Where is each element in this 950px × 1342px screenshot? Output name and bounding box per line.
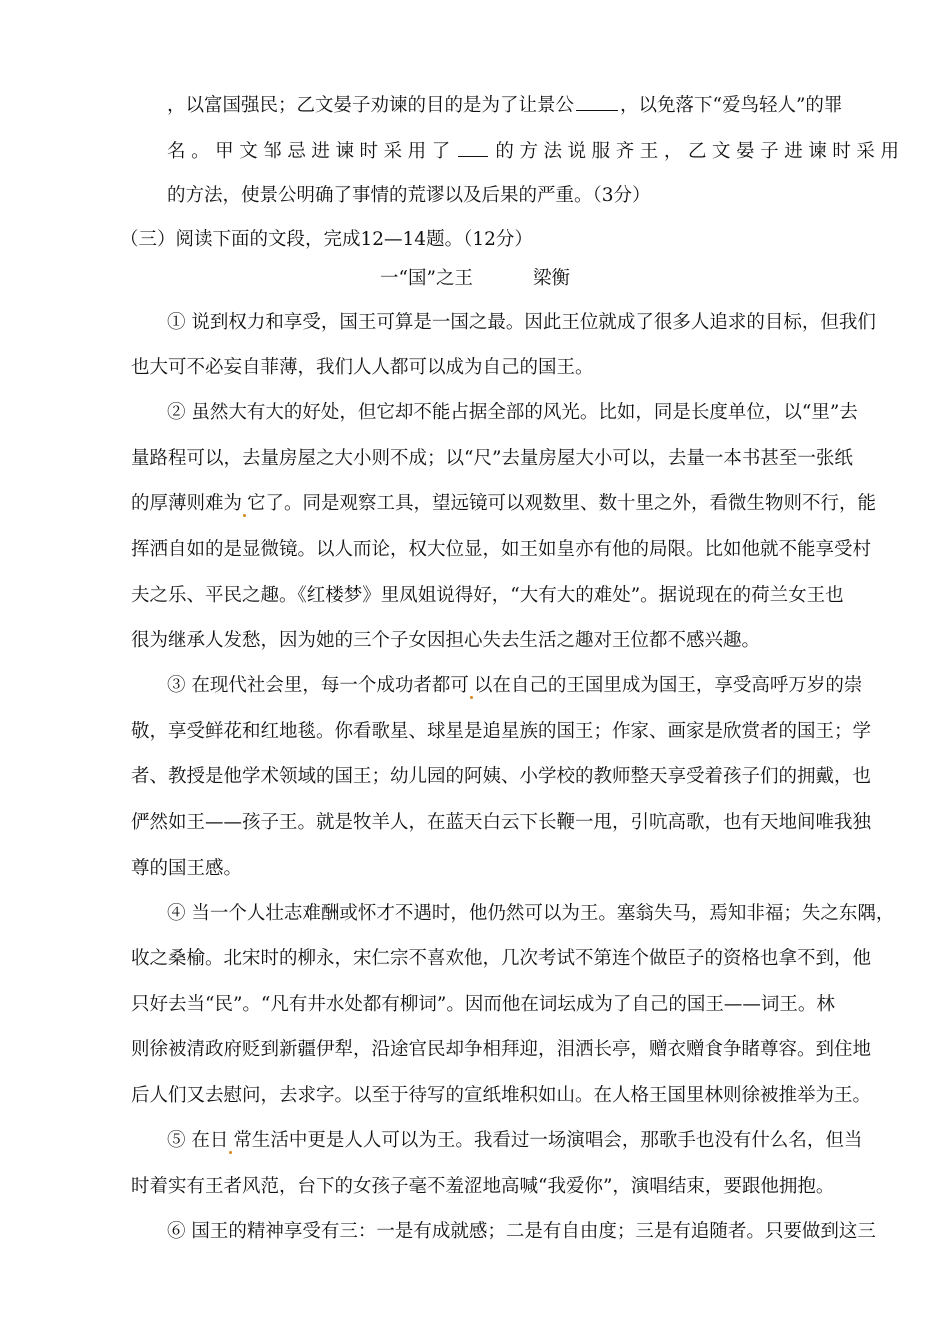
paragraph-line: 敬，享受鲜花和红地毯。你看歌星、球星是追星族的国王；作家、画家是欣赏者的国王；学 bbox=[131, 721, 872, 742]
paragraph-line: 俨然如王——孩子王。就是牧羊人，在蓝天白云下长鞭一甩，引吭高歌，也有天地间唯我独 bbox=[131, 812, 872, 833]
dot-mark bbox=[229, 1151, 232, 1154]
question-line-2 bbox=[167, 138, 899, 165]
paragraph-line: ① 说到权力和享受，国王可算是一国之最。因此王位就成了很多人追求的目标，但我们 bbox=[167, 312, 876, 333]
question-text: ，以免落下“爱鸟轻人”的罪 bbox=[620, 95, 843, 116]
paragraph-text: ⑤ 在日 bbox=[167, 1130, 229, 1151]
paragraph-line: 后人们又去慰问，去求字。以至于待写的宣纸堆积如山。在人格王国里林则徐被推举为王。 bbox=[131, 1085, 872, 1106]
paragraph-line: 尊的国王感。 bbox=[131, 858, 243, 879]
paragraph-text: 常生活中更是人人可以为王。我看过一场演唱会，那歌手也没有什么名，但当 bbox=[233, 1130, 863, 1151]
article-author: 梁衡 bbox=[532, 268, 570, 289]
paragraph-line: 夫之乐、平民之趣。《红楼梦》里凤姐说得好，“大有大的难处”。据说现在的荷兰女王也 bbox=[131, 585, 844, 606]
paragraph-line: 很为继承人发愁，因为她的三个子女因担心失去生活之趣对王位都不感兴趣。 bbox=[131, 630, 761, 651]
paragraph-line bbox=[167, 673, 899, 699]
article-title-row bbox=[0, 266, 950, 292]
paragraph-line: ④ 当一个人壮志难酬或怀才不遇时，他仍然可以为王。塞翁失马，焉知非福；失之东隅， bbox=[167, 903, 895, 924]
paragraph-line bbox=[167, 1128, 899, 1154]
paragraph-text: ③ 在现代社会里，每一个成功者都可 bbox=[167, 675, 469, 696]
paragraph-line: 挥洒自如的是显微镜。以人而论，权大位显，如王如皇亦有他的局限。比如他就不能享受村 bbox=[131, 539, 872, 560]
paragraph-line: 只好去当“民”。“凡有井水处都有柳词”。因而他在词坛成为了自己的国王——词王。林 bbox=[131, 994, 835, 1015]
paragraph-line: ② 虽然大有大的好处，但它却不能占据全部的风光。比如，同是长度单位，以“里”去 bbox=[167, 402, 858, 423]
question-text: 名。甲文邹忌进谏时采用了 bbox=[167, 141, 456, 162]
paragraph-line: 也大可不必妄自菲薄，我们人人都可以成为自己的国王。 bbox=[131, 357, 594, 378]
answer-blank[interactable] bbox=[576, 92, 618, 111]
paragraph-text: 的厚薄则难为 bbox=[131, 493, 243, 514]
paragraph-text: 以在自己的王国里成为国王，享受高呼万岁的崇 bbox=[473, 675, 863, 696]
paragraph-line bbox=[131, 491, 899, 517]
paragraph-text: 它了。同是观察工具，望远镜可以观数里、数十里之外，看微生物则不行，能 bbox=[247, 493, 877, 514]
paragraph-line: 时着实有王者风范，台下的女孩子毫不羞涩地高喊“我爱你”，演唱结束，要跟他拥抱。 bbox=[131, 1176, 835, 1197]
question-line-1 bbox=[167, 92, 899, 119]
question-text: 的方法说服齐王，乙文晏子进谏时采用 bbox=[489, 141, 899, 162]
paragraph-line: 者、教授是他学术领域的国王；幼儿园的阿姨、小学校的教师整天享受着孩子们的拥戴，也 bbox=[131, 766, 872, 787]
dot-mark bbox=[470, 696, 473, 699]
dot-mark bbox=[243, 514, 246, 517]
section-header: （三）阅读下面的文段，完成12—14题。（12分） bbox=[120, 229, 533, 250]
answer-blank[interactable] bbox=[458, 138, 488, 157]
article-title: 一“国”之王 bbox=[380, 268, 473, 289]
paragraph-line: 则徐被清政府贬到新疆伊犁，沿途官民却争相拜迎，泪洒长亭，赠衣赠食争睹尊容。到住地 bbox=[131, 1039, 872, 1060]
paragraph-line: 量路程可以，去量房屋之大小则不成；以“尺”去量房屋大小可以，去量一本书甚至一张纸 bbox=[131, 448, 853, 469]
question-text: ，以富国强民；乙文晏子劝谏的目的是为了让景公 bbox=[167, 95, 575, 116]
paragraph-line: 收之桑榆。北宋时的柳永，宋仁宗不喜欢他，几次考试不第连个做臣子的资格也拿不到，他 bbox=[131, 948, 872, 969]
paragraph-line: ⑥ 国王的精神享受有三：一是有成就感；二是有自由度；三是有追随者。只要做到这三 bbox=[167, 1221, 876, 1242]
question-line-3: 的方法，使景公明确了事情的荒谬以及后果的严重。（3分） bbox=[167, 185, 651, 206]
